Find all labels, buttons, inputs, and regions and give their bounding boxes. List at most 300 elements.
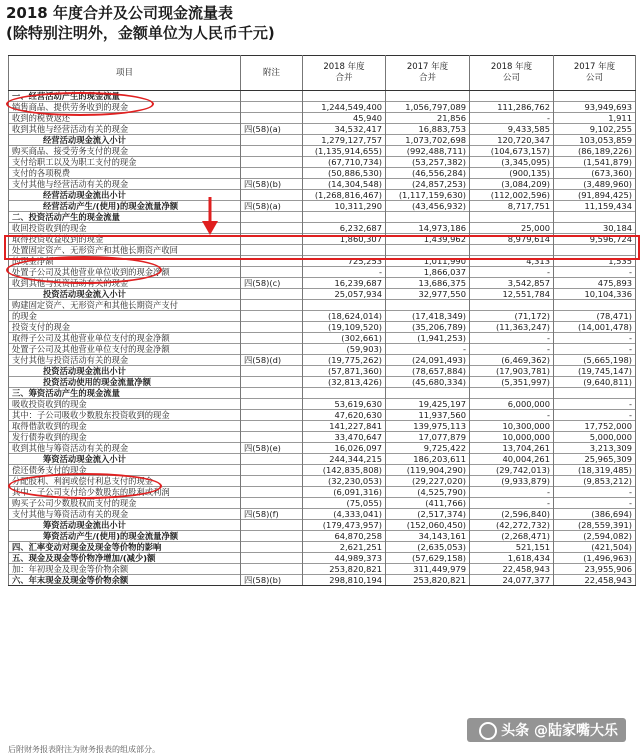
value-2017-company (554, 245, 636, 256)
table-row (9, 388, 636, 399)
row-label: 购买子公司少数股权而支付的现金 (9, 498, 241, 509)
value-2018-consolidated: 298,810,194 (303, 575, 386, 586)
value-2017-company: (421,504) (554, 542, 636, 553)
value-2018-company: 8,717,751 (470, 201, 554, 212)
table-row (9, 234, 636, 245)
row-note (241, 135, 303, 146)
value-2017-consolidated: (35,206,789) (386, 322, 470, 333)
row-note (241, 399, 303, 410)
value-2017-company: 1,535 (554, 256, 636, 267)
value-2018-consolidated: (67,710,734) (303, 157, 386, 168)
row-note (241, 432, 303, 443)
row-note (241, 168, 303, 179)
value-2017-company: (9,853,212) (554, 476, 636, 487)
value-2017-company: - (554, 267, 636, 278)
row-label: 取得借款收到的现金 (9, 421, 241, 432)
row-note (241, 388, 303, 399)
value-2018-consolidated: (19,775,262) (303, 355, 386, 366)
row-note (241, 91, 303, 102)
row-label: 的现金净额 (9, 256, 241, 267)
row-label: 购建固定资产、无形资产和其他长期资产支付 (9, 300, 241, 311)
value-2017-consolidated: (45,680,334) (386, 377, 470, 388)
value-2018-company: - (470, 267, 554, 278)
value-2017-company: 9,596,724 (554, 234, 636, 245)
value-2017-consolidated: 34,143,161 (386, 531, 470, 542)
value-2017-consolidated (386, 245, 470, 256)
table-row (9, 542, 636, 553)
value-2017-company: 1,911 (554, 113, 636, 124)
value-2017-consolidated: 1,056,797,089 (386, 102, 470, 113)
value-2018-consolidated: 44,989,373 (303, 553, 386, 564)
table-row (9, 311, 636, 322)
row-label: 收回投资收到的现金 (9, 223, 241, 234)
row-label: 投资支付的现金 (9, 322, 241, 333)
table-row (9, 575, 636, 586)
row-label: 投资活动使用的现金流量净额 (9, 377, 241, 388)
value-2018-company: 120,720,347 (470, 135, 554, 146)
value-2018-company: (104,673,157) (470, 146, 554, 157)
row-label: 收到其他与经营活动有关的现金 (9, 124, 241, 135)
row-note (241, 487, 303, 498)
row-label: 取得子公司及其他营业单位支付的现金净额 (9, 333, 241, 344)
value-2018-company: - (470, 487, 554, 498)
row-note (241, 212, 303, 223)
row-note (241, 157, 303, 168)
value-2017-company: 25,965,309 (554, 454, 636, 465)
row-note (241, 564, 303, 575)
table-row (9, 443, 636, 454)
value-2018-company: (2,268,471) (470, 531, 554, 542)
row-note (241, 410, 303, 421)
row-label: 购买商品、接受劳务支付的现金 (9, 146, 241, 157)
value-2018-company (470, 388, 554, 399)
row-note (241, 289, 303, 300)
value-2018-consolidated: (57,871,360) (303, 366, 386, 377)
value-2018-company (470, 91, 554, 102)
row-note (241, 300, 303, 311)
value-2017-company: - (554, 344, 636, 355)
value-2018-consolidated: 725,253 (303, 256, 386, 267)
table-row (9, 476, 636, 487)
row-note (241, 146, 303, 157)
value-2017-consolidated: (152,060,450) (386, 520, 470, 531)
header-2017-consolidated: 2017 年度 合并 (386, 56, 470, 91)
value-2017-consolidated (386, 300, 470, 311)
value-2018-company: (3,084,209) (470, 179, 554, 190)
value-2018-consolidated: (4,333,041) (303, 509, 386, 520)
row-note (241, 498, 303, 509)
value-2017-consolidated: 32,977,550 (386, 289, 470, 300)
value-2018-company: - (470, 410, 554, 421)
row-note (241, 344, 303, 355)
value-2018-consolidated: (32,230,053) (303, 476, 386, 487)
table-row (9, 410, 636, 421)
value-2018-consolidated: (50,886,530) (303, 168, 386, 179)
value-2017-consolidated: (57,629,158) (386, 553, 470, 564)
table-row (9, 454, 636, 465)
header-note: 附注 (241, 56, 303, 91)
value-2018-company: (42,272,732) (470, 520, 554, 531)
value-2018-company: (3,345,095) (470, 157, 554, 168)
row-label: 投资活动现金流出小计 (9, 366, 241, 377)
value-2017-consolidated: (4,525,790) (386, 487, 470, 498)
row-label: 筹资活动现金流入小计 (9, 454, 241, 465)
row-note (241, 553, 303, 564)
value-2017-company: 93,949,693 (554, 102, 636, 113)
value-2018-company: (6,469,362) (470, 355, 554, 366)
row-note (241, 366, 303, 377)
table-row (9, 333, 636, 344)
row-label: 二、投资活动产生的现金流量 (9, 212, 241, 223)
value-2018-consolidated: (302,661) (303, 333, 386, 344)
value-2018-company: - (470, 113, 554, 124)
value-2017-company: (673,360) (554, 168, 636, 179)
value-2017-company: (91,894,425) (554, 190, 636, 201)
table-row (9, 399, 636, 410)
value-2017-company: (18,319,485) (554, 465, 636, 476)
value-2018-consolidated: 244,344,215 (303, 454, 386, 465)
value-2017-company: (1,496,963) (554, 553, 636, 564)
value-2017-consolidated: 139,975,113 (386, 421, 470, 432)
watermark-logo-icon (479, 722, 497, 740)
report-title: 2018 年度合并及公司现金流量表 (6, 4, 233, 22)
value-2017-consolidated (386, 388, 470, 399)
value-2018-company: 12,551,784 (470, 289, 554, 300)
truncated-footer: 后附财务报表附注为财务报表的组成部分。 (8, 745, 160, 754)
table-row (9, 509, 636, 520)
value-2018-company (470, 212, 554, 223)
value-2017-consolidated: (1,941,253) (386, 333, 470, 344)
value-2017-company: - (554, 487, 636, 498)
header-2018-consolidated: 2018 年度 合并 (303, 56, 386, 91)
row-label: 支付其他与筹资活动有关的现金 (9, 509, 241, 520)
value-2017-consolidated: (992,488,711) (386, 146, 470, 157)
row-note: 四(58)(d) (241, 355, 303, 366)
row-label: 四、汇率变动对现金及现金等价物的影响 (9, 542, 241, 553)
value-2018-consolidated: (142,835,808) (303, 465, 386, 476)
value-2018-company: (112,002,596) (470, 190, 554, 201)
value-2018-consolidated: 25,057,934 (303, 289, 386, 300)
row-label: 收到其他与投资活动有关的现金 (9, 278, 241, 289)
value-2017-consolidated (386, 91, 470, 102)
value-2017-company: (28,559,391) (554, 520, 636, 531)
row-label: 取得投资收益收到的现金 (9, 234, 241, 245)
row-note: 四(58)(b) (241, 575, 303, 586)
value-2017-company: 22,458,943 (554, 575, 636, 586)
row-label: 收到其他与筹资活动有关的现金 (9, 443, 241, 454)
table-row (9, 190, 636, 201)
table-row (9, 146, 636, 157)
value-2018-consolidated (303, 388, 386, 399)
row-label: 处置子公司及其他营业单位收到的现金净额 (9, 267, 241, 278)
row-label: 投资活动现金流入小计 (9, 289, 241, 300)
row-note: 四(58)(c) (241, 278, 303, 289)
value-2018-company: - (470, 344, 554, 355)
table-row (9, 432, 636, 443)
value-2018-consolidated: 64,870,258 (303, 531, 386, 542)
table-row (9, 498, 636, 509)
value-2017-consolidated: 9,725,422 (386, 443, 470, 454)
value-2018-consolidated: 141,227,841 (303, 421, 386, 432)
table-row (9, 421, 636, 432)
row-note (241, 311, 303, 322)
value-2018-consolidated: 2,621,251 (303, 542, 386, 553)
row-label: 经营活动现金流入小计 (9, 135, 241, 146)
table-row (9, 355, 636, 366)
value-2018-consolidated: 1,244,549,400 (303, 102, 386, 113)
row-label: 偿还债务支付的现金 (9, 465, 241, 476)
table-row (9, 201, 636, 212)
value-2018-company: 111,286,762 (470, 102, 554, 113)
value-2017-company: (386,694) (554, 509, 636, 520)
value-2017-consolidated: (1,117,159,630) (386, 190, 470, 201)
table-row (9, 91, 636, 102)
value-2018-consolidated: 34,532,417 (303, 124, 386, 135)
value-2018-company: 40,004,261 (470, 454, 554, 465)
value-2018-consolidated: 45,940 (303, 113, 386, 124)
value-2018-consolidated: 33,470,647 (303, 432, 386, 443)
table-row (9, 322, 636, 333)
value-2017-consolidated: 1,011,990 (386, 256, 470, 267)
value-2018-consolidated: 16,239,687 (303, 278, 386, 289)
header-item: 项目 (9, 56, 241, 91)
value-2018-company: 6,000,000 (470, 399, 554, 410)
value-2017-company: (3,489,960) (554, 179, 636, 190)
table-row (9, 135, 636, 146)
value-2018-consolidated: 253,820,821 (303, 564, 386, 575)
row-note (241, 465, 303, 476)
row-label: 筹资活动现金流出小计 (9, 520, 241, 531)
value-2017-consolidated: (43,456,932) (386, 201, 470, 212)
value-2017-company: - (554, 410, 636, 421)
value-2017-consolidated (386, 212, 470, 223)
value-2017-consolidated: (24,091,493) (386, 355, 470, 366)
value-2018-consolidated: (32,813,426) (303, 377, 386, 388)
row-note (241, 102, 303, 113)
value-2018-company: (9,933,879) (470, 476, 554, 487)
value-2018-company: - (470, 498, 554, 509)
row-label: 发行债券收到的现金 (9, 432, 241, 443)
row-label: 支付的各项税费 (9, 168, 241, 179)
value-2017-consolidated: (24,857,253) (386, 179, 470, 190)
value-2017-company: (14,001,478) (554, 322, 636, 333)
value-2017-consolidated: 13,686,375 (386, 278, 470, 289)
value-2017-consolidated: (411,766) (386, 498, 470, 509)
row-label: 销售商品、提供劳务收到的现金 (9, 102, 241, 113)
value-2018-consolidated: (14,304,548) (303, 179, 386, 190)
row-note (241, 190, 303, 201)
table-row (9, 102, 636, 113)
value-2017-consolidated: (17,418,349) (386, 311, 470, 322)
value-2018-company: (17,903,781) (470, 366, 554, 377)
value-2017-company: 475,893 (554, 278, 636, 289)
value-2017-consolidated: 1,073,702,698 (386, 135, 470, 146)
table-row (9, 168, 636, 179)
table-row (9, 300, 636, 311)
row-label: 一、经营活动产生的现金流量 (9, 91, 241, 102)
value-2017-company (554, 91, 636, 102)
value-2017-company: - (554, 399, 636, 410)
value-2018-company (470, 300, 554, 311)
value-2017-consolidated: (2,635,053) (386, 542, 470, 553)
value-2017-company: (78,471) (554, 311, 636, 322)
row-note (241, 520, 303, 531)
row-note (241, 223, 303, 234)
row-label: 分配股利、利润或偿付利息支付的现金 (9, 476, 241, 487)
row-note (241, 333, 303, 344)
table-row (9, 377, 636, 388)
value-2017-company: - (554, 498, 636, 509)
row-note (241, 245, 303, 256)
value-2018-consolidated: (1,135,914,655) (303, 146, 386, 157)
value-2017-consolidated: 1,439,962 (386, 234, 470, 245)
value-2017-company: 103,053,859 (554, 135, 636, 146)
value-2017-consolidated: 17,077,879 (386, 432, 470, 443)
table-row (9, 179, 636, 190)
row-label: 六、年末现金及现金等价物余额 (9, 575, 241, 586)
value-2018-company: 521,151 (470, 542, 554, 553)
value-2018-company: (29,742,013) (470, 465, 554, 476)
value-2017-consolidated: 21,856 (386, 113, 470, 124)
value-2018-consolidated: 6,232,687 (303, 223, 386, 234)
table-row (9, 553, 636, 564)
value-2018-consolidated: (6,091,316) (303, 487, 386, 498)
value-2017-consolidated: (119,904,290) (386, 465, 470, 476)
value-2018-consolidated (303, 212, 386, 223)
value-2018-company (470, 245, 554, 256)
row-label: 经营活动产生/(使用)的现金流量净额 (9, 201, 241, 212)
value-2018-company: 13,704,261 (470, 443, 554, 454)
row-note: 四(58)(b) (241, 179, 303, 190)
report-subtitle: (除特别注明外，金额单位为人民币千元) (6, 24, 275, 42)
value-2017-consolidated: 253,820,821 (386, 575, 470, 586)
value-2018-company: 4,313 (470, 256, 554, 267)
row-label: 其中：子公司支付给少数股东的股利或利润 (9, 487, 241, 498)
value-2017-company: 9,102,255 (554, 124, 636, 135)
table-row (9, 366, 636, 377)
value-2018-consolidated: 1,279,127,757 (303, 135, 386, 146)
value-2018-consolidated: 16,026,097 (303, 443, 386, 454)
value-2018-consolidated: (19,109,520) (303, 322, 386, 333)
value-2017-company: 30,184 (554, 223, 636, 234)
table-row (9, 487, 636, 498)
row-label: 的现金 (9, 311, 241, 322)
value-2018-company: 9,433,585 (470, 124, 554, 135)
row-label: 支付给职工以及为职工支付的现金 (9, 157, 241, 168)
value-2018-company: 8,979,614 (470, 234, 554, 245)
row-note (241, 256, 303, 267)
value-2017-consolidated: 19,425,197 (386, 399, 470, 410)
value-2018-consolidated: (59,903) (303, 344, 386, 355)
value-2018-consolidated (303, 300, 386, 311)
table-row (9, 245, 636, 256)
value-2018-company: 3,542,857 (470, 278, 554, 289)
cash-flow-table (8, 55, 636, 586)
value-2018-company: (2,596,840) (470, 509, 554, 520)
value-2018-company: 10,000,000 (470, 432, 554, 443)
row-label: 处置固定资产、无形资产和其他长期资产收回 (9, 245, 241, 256)
value-2017-consolidated: (2,517,374) (386, 509, 470, 520)
row-label: 支付其他与经营活动有关的现金 (9, 179, 241, 190)
row-note (241, 113, 303, 124)
row-note (241, 267, 303, 278)
value-2017-company: - (554, 333, 636, 344)
table-row (9, 267, 636, 278)
row-note (241, 531, 303, 542)
row-label: 支付其他与投资活动有关的现金 (9, 355, 241, 366)
value-2018-consolidated: (75,055) (303, 498, 386, 509)
row-label: 五、现金及现金等价物净增加/(减少)额 (9, 553, 241, 564)
value-2018-company: 22,458,943 (470, 564, 554, 575)
table-row (9, 465, 636, 476)
value-2018-consolidated: (1,268,816,467) (303, 190, 386, 201)
value-2017-company: 17,752,000 (554, 421, 636, 432)
value-2017-company (554, 212, 636, 223)
value-2018-company: (5,351,997) (470, 377, 554, 388)
value-2017-consolidated: 16,883,753 (386, 124, 470, 135)
table-row (9, 520, 636, 531)
row-note: 四(58)(e) (241, 443, 303, 454)
value-2017-company (554, 300, 636, 311)
value-2018-company: 25,000 (470, 223, 554, 234)
row-label: 处置子公司及其他营业单位支付的现金净额 (9, 344, 241, 355)
value-2017-consolidated: (53,257,382) (386, 157, 470, 168)
table-row (9, 289, 636, 300)
table-row (9, 278, 636, 289)
value-2018-consolidated (303, 245, 386, 256)
row-label: 其中：子公司吸收少数股东投资收到的现金 (9, 410, 241, 421)
value-2017-company (554, 388, 636, 399)
value-2017-consolidated: 311,449,979 (386, 564, 470, 575)
row-note (241, 454, 303, 465)
value-2017-company: (5,665,198) (554, 355, 636, 366)
value-2018-consolidated: 53,619,630 (303, 399, 386, 410)
row-note (241, 377, 303, 388)
row-label: 吸收投资收到的现金 (9, 399, 241, 410)
table-row (9, 223, 636, 234)
row-note (241, 322, 303, 333)
row-note (241, 421, 303, 432)
table-row (9, 564, 636, 575)
value-2018-consolidated: (179,473,957) (303, 520, 386, 531)
value-2018-consolidated: - (303, 267, 386, 278)
row-note (241, 542, 303, 553)
value-2018-company: 24,077,377 (470, 575, 554, 586)
value-2017-company: (2,594,082) (554, 531, 636, 542)
value-2017-company: 5,000,000 (554, 432, 636, 443)
table-row (9, 256, 636, 267)
value-2018-company: (900,135) (470, 168, 554, 179)
value-2017-company: 23,955,906 (554, 564, 636, 575)
table-row (9, 124, 636, 135)
value-2017-consolidated: 14,973,186 (386, 223, 470, 234)
value-2017-consolidated: - (386, 344, 470, 355)
table-header (9, 56, 636, 91)
value-2018-consolidated (303, 91, 386, 102)
value-2018-company: (11,363,247) (470, 322, 554, 333)
value-2017-consolidated: (46,556,284) (386, 168, 470, 179)
table-row (9, 531, 636, 542)
watermark: 头条 @陆家嘴大乐 (467, 718, 626, 742)
value-2018-consolidated: 10,311,290 (303, 201, 386, 212)
row-note: 四(58)(a) (241, 124, 303, 135)
value-2018-company: 10,300,000 (470, 421, 554, 432)
value-2017-consolidated: 11,937,560 (386, 410, 470, 421)
row-label: 经营活动现金流出小计 (9, 190, 241, 201)
value-2018-consolidated: 1,860,307 (303, 234, 386, 245)
value-2018-company: 1,618,434 (470, 553, 554, 564)
value-2017-consolidated: 1,866,037 (386, 267, 470, 278)
